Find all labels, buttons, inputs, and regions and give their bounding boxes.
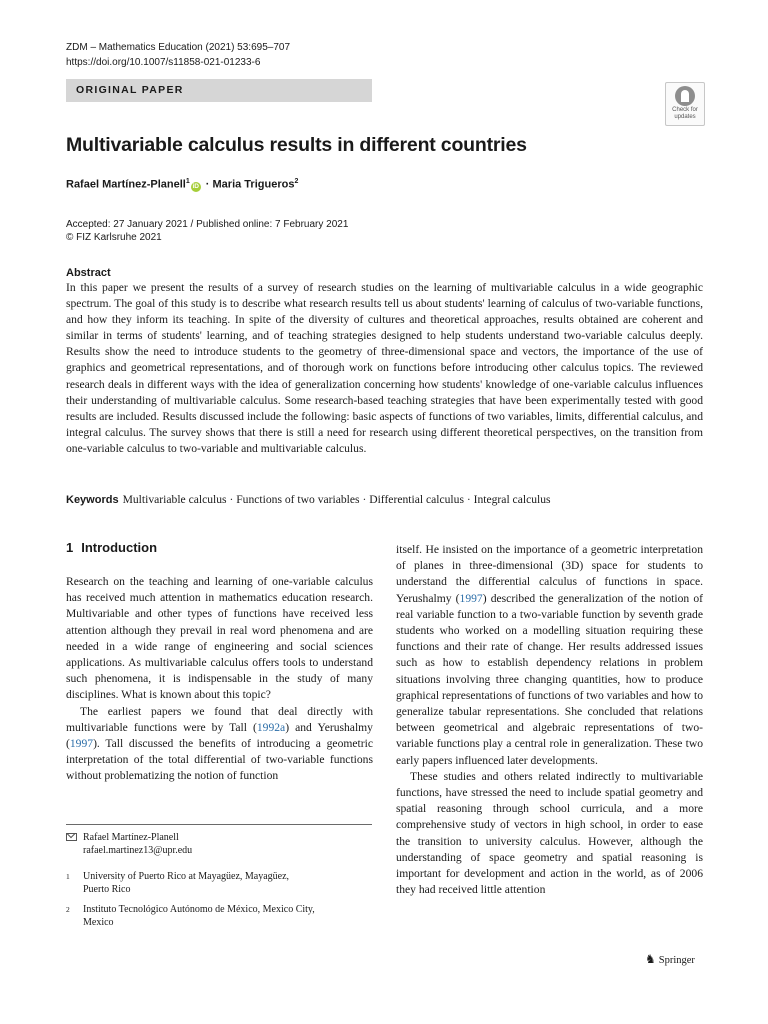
paragraph [66, 704, 373, 785]
publisher-name: Springer [658, 955, 695, 966]
footnote-divider [66, 824, 372, 825]
envelope-icon [66, 831, 77, 844]
citation-link[interactable]: 1997 [69, 737, 94, 751]
affiliation-line: Puerto Rico [83, 884, 131, 895]
text-run: The earliest papers we found that deal directly with multivariable functions were by Tall ( [66, 704, 373, 734]
affiliation-line: Instituto Tecnológico Autónomo de México, Mexico City, [83, 904, 315, 915]
abstract-heading: Abstract [66, 267, 111, 279]
paragraph: Research on the teaching and learning of one-variable calculus has received much attention in mathematics education research. Multivariable and other types of functions have received less attention although they prevail in real word phenomena and are needed in a wide range of engineering and social sciences applications. As multivariable calculus offers tools to understand such phenomena, it is indispensable in the study of many disciplines. What is known about this topic? [66, 575, 373, 702]
journal-citation: ZDM – Mathematics Education (2021) 53:695–707 [66, 42, 291, 53]
accepted-published-line: Accepted: 27 January 2021 / Published online: 7 February 2021 [66, 219, 349, 230]
right-column [396, 542, 703, 898]
left-column [66, 574, 373, 785]
citation-link[interactable]: 1992a [256, 720, 286, 734]
affiliation-1 [66, 870, 372, 896]
text-run: ) described the generalization of the notion of real variable function to a two-variable function by seventh grade students who worked on a modelling situation requiring these functions and their rate of change. Her results addressed issues such as how to establish dependency relations in problem situations involving three changing quantities, how to produce graphical representations of functions of two variables and how to generalize tabular representations. She concluded that relations between geometrical and algebraic representations of two-variable functions play a central role in generalization. These two early papers influenced later developments. [396, 591, 704, 767]
author-list [66, 178, 298, 192]
affiliation-number: 1 [66, 872, 70, 881]
corresponding-author-note [66, 831, 372, 857]
check-updates-label-1: Check for [672, 107, 698, 113]
abstract-body: In this paper we present the results of a survey of research studies on the learning of multivariable calculus in a wide geographic spectrum. The goal of this study is to describe what research results tell us about students' learning of calculus of two-variable functions, and how they inform its teaching. In spite of the diversity of cultures and theoretical approaches, results obtained are coherent and similar in terms of students' learning, and of teaching strategies designed to help students understand two-variable calculus deeply. Results show the need to introduce students to the geometry of three-dimensional space and vectors, the importance of the use of graphics and geometrical representations, and of thorough work on functions before introducing other calculus topics. The reviewed research deals in different ways with the idea of generalization concerning how students' knowledge of one-variable calculus influences their understanding of multivariable calculus. Some research-based teaching strategies that have been experimentally tested with good results are included. Results discussed include the following: basic aspects of functions of two variables, limits, differential calculus, and integral calculus. The survey shows that there is still a need for research using different theoretical perspectives, on the transition from one-variable calculus to two-variable and multivariable calculus. [66, 281, 703, 455]
check-for-updates-button[interactable] [665, 82, 705, 126]
keywords [66, 493, 706, 506]
citation-link[interactable]: 1997 [459, 591, 483, 605]
text-run: itself. He insisted on the importance of a geometric interpretation of planes in three-dimensional (3D) space for students to understand the differential calculus of functions in space. Yerushalmy ( [396, 543, 703, 605]
affiliation-2 [66, 903, 372, 929]
author-name[interactable]: Maria Trigueros [212, 178, 295, 191]
corresponding-author-email[interactable]: rafael.martinez13@upr.edu [83, 845, 193, 856]
section-heading [66, 540, 157, 555]
journal-header [66, 40, 290, 70]
bookmark-icon [675, 86, 695, 106]
check-updates-label-2: updates [674, 113, 696, 120]
affiliation-line: Mexico [83, 917, 114, 928]
copyright-line: © FIZ Karlsruhe 2021 [66, 232, 162, 243]
article-type-label: ORIGINAL PAPER [76, 84, 184, 96]
text-run: ). Tall discussed the benefits of introducing a geometric interpretation of the total differential of two-variable functions without problematizing the notion of function [66, 737, 373, 783]
corresponding-author-name: Rafael Martínez-Planell [83, 832, 179, 843]
section-title: Introduction [81, 540, 158, 555]
keywords-heading: Keywords [66, 494, 119, 506]
affiliation-line: University of Puerto Rico at Mayagüez, Mayagüez, [83, 871, 290, 882]
section-number: 1 [66, 540, 74, 555]
affiliation-number: 2 [66, 905, 70, 914]
keywords-list: Multivariable calculus · Functions of two variables · Differential calculus · Integral calculus [122, 493, 551, 506]
author-separator: · [202, 178, 213, 191]
springer-logo-icon: ♞ [645, 952, 656, 966]
paper-title: Multivariable calculus results in different countries [66, 134, 527, 156]
publication-dates [66, 218, 348, 244]
paragraph [396, 542, 703, 769]
orcid-icon[interactable]: iD [192, 182, 199, 190]
affiliation-marker: 1 [185, 178, 190, 185]
text-run: ) and Yerushalmy ( [66, 720, 373, 751]
author-name[interactable]: Rafael Martínez-Planell [66, 178, 186, 191]
article-type-badge [66, 79, 372, 102]
paragraph: These studies and others related indirectly to multivariable functions, have stressed the need to include spatial geometry and spatial reasoning through school curricula, and a more comprehensive study of vectors in high school, in order to ease the transition to university calculus. However, although the understanding of space geometry and spatial reasoning is important for development and action in the world, as of 2006 they had received little attention [396, 769, 703, 897]
publisher-footer [645, 952, 695, 967]
doi-link[interactable]: https://doi.org/10.1007/s11858-021-01233-6 [66, 57, 261, 68]
affiliation-marker: 2 [294, 178, 299, 185]
